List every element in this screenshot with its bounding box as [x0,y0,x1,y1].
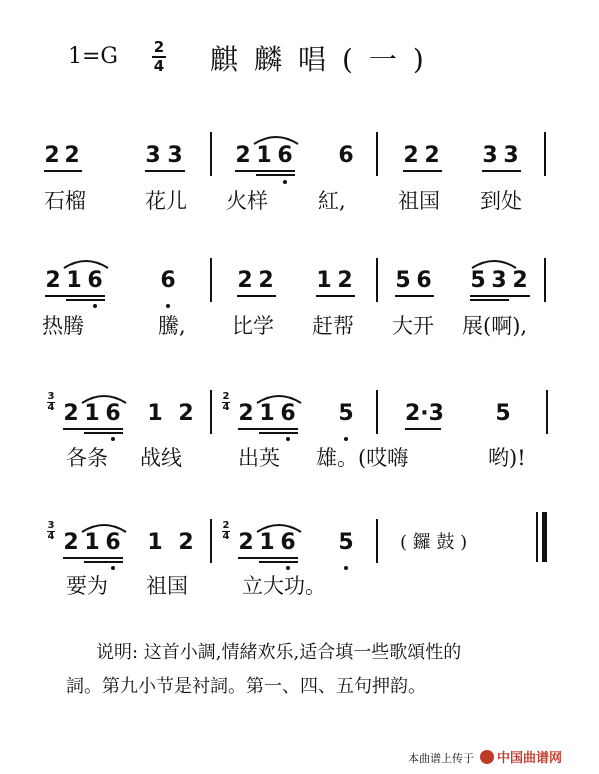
low-octave-dot [344,566,348,570]
note: 6 [105,530,121,555]
underline [403,170,442,172]
underline [44,170,82,172]
low-octave-dot [166,304,170,308]
underline [84,432,123,434]
note: 1 [147,530,163,555]
note: 2 [337,268,353,293]
note: 6 [277,143,293,168]
note: 5 [338,530,354,555]
barline [544,258,546,302]
note: 1 [259,401,275,426]
underline [316,295,355,297]
note: 2 [235,143,251,168]
low-octave-dot [111,566,115,570]
lyric: 立大功。 [242,574,326,598]
underline [237,295,276,297]
note: 3 [491,268,507,293]
song-title: 麒麟唱(一) [210,43,440,76]
lyric: 比学 [232,314,274,338]
note: 2 [178,401,194,426]
note: 6 [280,401,296,426]
time-signature-bottom: 4 [222,531,230,542]
explanation-line-2: 詞。第九小节是衬詞。第一、四、五句押韵。 [66,676,426,697]
note: 2 [403,143,419,168]
barline [210,390,212,434]
barline [376,519,378,563]
underline [63,557,123,559]
lyric: 展(啊), [462,314,528,338]
time-signature-top: 3 [47,520,55,531]
underline [470,295,530,297]
note: 6 [105,401,121,426]
note: 2 [63,530,79,555]
note: 1 [84,530,100,555]
low-octave-dot [286,437,290,441]
barline [210,132,212,176]
time-signature-top: 2 [222,520,230,531]
underline [238,557,298,559]
note: 5 [495,401,511,426]
note: 5 [395,268,411,293]
note: 6 [87,268,103,293]
lyric: 雄。(哎嗨 [316,446,409,470]
note: 2 [63,401,79,426]
barline [210,258,212,302]
underline [256,174,295,176]
time-signature [152,40,166,74]
low-octave-dot [283,180,287,184]
low-octave-dot [344,437,348,441]
note: 6 [160,268,176,293]
note: 3 [482,143,498,168]
note: 5 [470,268,486,293]
underline [395,295,434,297]
barline [544,132,546,176]
note: 2 [512,268,528,293]
note: 2 [424,143,440,168]
lyric: 石榴 [44,189,86,213]
key-signature: 1=G [68,44,119,69]
note: 2 [178,530,194,555]
lyric: 战线 [140,446,182,470]
site-logo-text: 中国曲谱网 [497,751,563,766]
footer-uploaded-text: 本曲谱上传于 [408,752,474,765]
underline [235,170,295,172]
note: 1 [259,530,275,555]
time-signature-top: 3 [47,391,55,402]
lyric: 祖国 [398,189,440,213]
note: 6 [280,530,296,555]
note: 3 [167,143,183,168]
lyric: 大开 [392,314,434,338]
note: 3 [503,143,519,168]
note: 1 [316,268,332,293]
low-octave-dot [111,437,115,441]
lyric: 祖国 [146,574,188,598]
time-signature-small [47,521,55,542]
underline [84,561,123,563]
site-logo[interactable] [480,747,562,766]
note: 1 [84,401,100,426]
underline [66,299,105,301]
note: 6 [416,268,432,293]
underline [259,432,298,434]
note: 1 [147,401,163,426]
underline [145,170,185,172]
lyric: 紅, [318,189,346,213]
note: 2 [237,268,253,293]
lyric: 赶帮 [312,314,354,338]
lyric: 要为 [66,574,108,598]
barline [376,258,378,302]
lyric: 出英 [238,446,280,470]
lyric: 各条 [66,446,108,470]
note: 2 [238,530,254,555]
time-signature-small [222,521,230,542]
underline [259,561,298,563]
note: 2 [44,143,60,168]
note: 2 [258,268,274,293]
underline [45,295,105,297]
time-signature-bottom: 4 [47,531,55,542]
note: 5 [338,401,354,426]
lyric: 花儿 [145,189,187,213]
barline [376,132,378,176]
time-signature-bottom: 4 [47,402,55,413]
underline [482,170,521,172]
time-signature-small [47,392,55,413]
time-signature-small [222,392,230,413]
note: 2 [64,143,80,168]
note: 1 [256,143,272,168]
final-barline-thin [536,512,538,562]
note: 1 [66,268,82,293]
note: 3 [145,143,161,168]
note: 2 [238,401,254,426]
time-signature-bottom: 4 [222,402,230,413]
note: 2 [45,268,61,293]
site-logo-icon [480,750,494,764]
time-signature-bottom: 4 [153,57,165,75]
explanation-line-1: 说明: 这首小調,情緒欢乐,适合填一些歌頌性的 [96,642,462,663]
underline [63,428,123,430]
time-signature-top: 2 [222,391,230,402]
time-signature-top: 2 [153,38,165,56]
low-octave-dot [93,304,97,308]
final-barline-thick [542,512,547,562]
underline [238,428,298,430]
lyric: 騰, [158,314,186,338]
low-octave-dot [286,566,290,570]
barline [376,390,378,434]
percussion-marking: ( 鑼 鼓 ) [400,532,468,553]
lyric: 热腾 [42,314,84,338]
underline [405,428,441,430]
barline [210,519,212,563]
note: 2·3 [405,401,444,426]
note: 6 [338,143,354,168]
lyric: 到处 [480,189,522,213]
underline [470,299,509,301]
lyric: 火样 [226,189,268,213]
lyric: 哟)! [488,446,526,470]
barline [546,390,548,434]
